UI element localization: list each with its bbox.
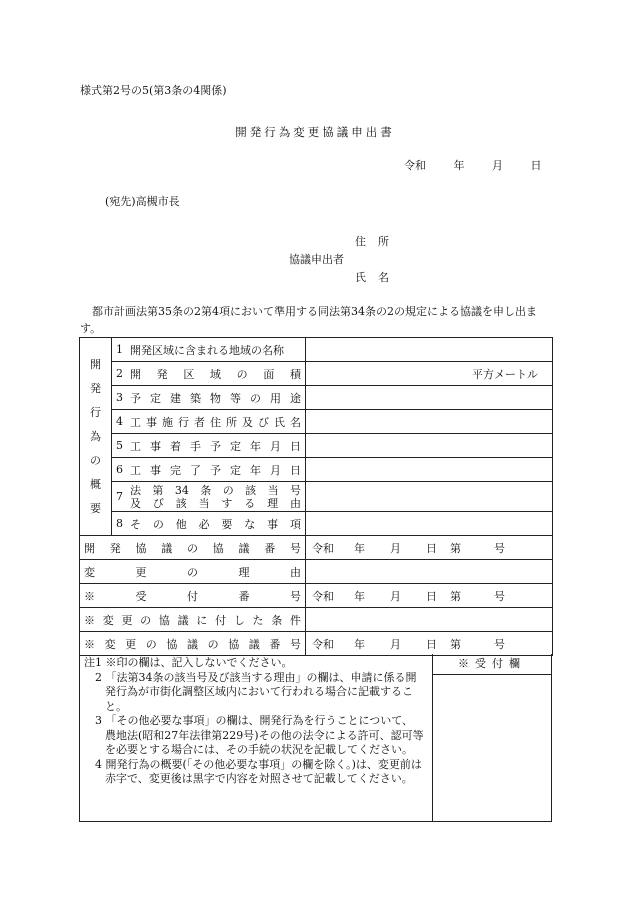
overview-item-label: 4 工事施行者住所及び氏名 xyxy=(112,410,306,434)
applicant-role-label: 協議申出者 xyxy=(289,253,344,266)
addressee: (宛先)高槻市長 xyxy=(105,195,180,208)
overview-row xyxy=(80,338,553,362)
receipt-number-row xyxy=(80,584,553,608)
overview-item-label: 3 予定建築物等の用途 xyxy=(112,386,306,410)
overview-vertical-text xyxy=(90,353,102,521)
overview-item-value[interactable] xyxy=(306,434,553,458)
overview-row xyxy=(80,410,553,434)
application-table xyxy=(79,337,553,656)
overview-item-label: 2 開発区域の面積 xyxy=(112,362,306,386)
overview-vertical-char: の xyxy=(90,453,101,467)
overview-item-value[interactable] xyxy=(306,338,553,362)
overview-vertical-char: 発 xyxy=(90,381,101,395)
area-value[interactable]: 平方メートル xyxy=(306,362,553,386)
consultation-number-field[interactable]: 令和 年 月 日 第 号 xyxy=(306,536,553,560)
row-label: 開発協議の協議番号 xyxy=(80,536,306,560)
overview-item-value[interactable] xyxy=(306,410,553,434)
change-consultation-number-field[interactable]: 令和 年 月 日 第 号 xyxy=(306,632,553,656)
row-label: 変更の理由 xyxy=(80,560,306,584)
overview-item-label: 6 工事完了予定年月日 xyxy=(112,458,306,482)
date-month: 月 xyxy=(492,159,503,172)
overview-row xyxy=(80,458,553,482)
note-2: 2 「法第34条の該当号及び該当する理由」の欄は、申請に係る開発行為が市街化調整区域内において行われる場合に記載すること。 xyxy=(95,670,417,713)
overview-item-value[interactable] xyxy=(306,458,553,482)
date-day: 日 xyxy=(530,159,542,172)
overview-vertical-char: 開 xyxy=(90,357,101,371)
overview-row xyxy=(80,362,553,386)
conditions-field[interactable] xyxy=(306,608,553,632)
change-reason-field[interactable] xyxy=(306,560,553,584)
conditions-row xyxy=(80,608,553,632)
overview-row xyxy=(80,482,553,512)
overview-item-label: 5 工事着手予定年月日 xyxy=(112,434,306,458)
overview-vertical-char: 要 xyxy=(90,501,101,515)
row-label: ※変更の協議に付した条件 xyxy=(80,608,306,632)
overview-vertical-char: 為 xyxy=(90,429,101,443)
address-label: 住所 xyxy=(355,235,401,248)
overview-vertical-char: 概 xyxy=(90,477,101,491)
reception-header: ※受付欄 xyxy=(433,654,551,675)
document-title: 開発行為変更協議申出書 xyxy=(235,125,395,139)
notes-section xyxy=(79,654,552,822)
overview-group-label xyxy=(80,338,112,536)
overview-row xyxy=(80,434,553,458)
reception-box xyxy=(433,654,551,821)
note-4: 4 開発行為の概要(「その他必要な事項」の欄を除く。)は、変更前は赤字で、変更後は黒字で内容を対照させて記載してください。 xyxy=(95,757,422,785)
note-1: 注1 ※印の欄は、記入しないでください。 xyxy=(84,656,293,669)
overview-row xyxy=(80,512,553,536)
change-consultation-number-row xyxy=(80,632,553,656)
row-label: ※変更の協議の協議番号 xyxy=(80,632,306,656)
date-era: 令和 xyxy=(404,159,426,172)
overview-item-label: 7 法第34条の該当号 及び該当する理由 xyxy=(112,482,306,512)
overview-row xyxy=(80,386,553,410)
overview-item-label: 8 その他必要な事項 xyxy=(112,512,306,536)
row-label: ※受付番号 xyxy=(80,584,306,608)
overview-item-label: 1 開発区域に含まれる地域の名称 xyxy=(112,338,306,362)
submission-date xyxy=(404,157,542,173)
notes-text xyxy=(80,654,433,821)
overview-item-value[interactable] xyxy=(306,512,553,536)
change-reason-row xyxy=(80,560,553,584)
overview-vertical-char: 行 xyxy=(90,405,101,419)
name-label: 氏名 xyxy=(355,271,401,284)
body-text: 都市計画法第35条の2第4項において準用する同法第34条の2の規定による協議を申し出ます。 xyxy=(80,305,537,335)
form-number: 様式第2号の5(第3条の4関係) xyxy=(80,84,227,97)
overview-item-value[interactable] xyxy=(306,386,553,410)
receipt-number-field[interactable]: 令和 年 月 日 第 号 xyxy=(306,584,553,608)
overview-item-value[interactable] xyxy=(306,482,553,512)
consultation-number-row xyxy=(80,536,553,560)
date-year: 年 xyxy=(453,159,465,172)
note-3: 3 「その他必要な事項」の欄は、開発行為を行うことについて、農地法(昭和27年法律第229号)その他の法令による許可、認可等を必要とする場合には、その手続の状況を記載してください。 xyxy=(95,714,424,756)
